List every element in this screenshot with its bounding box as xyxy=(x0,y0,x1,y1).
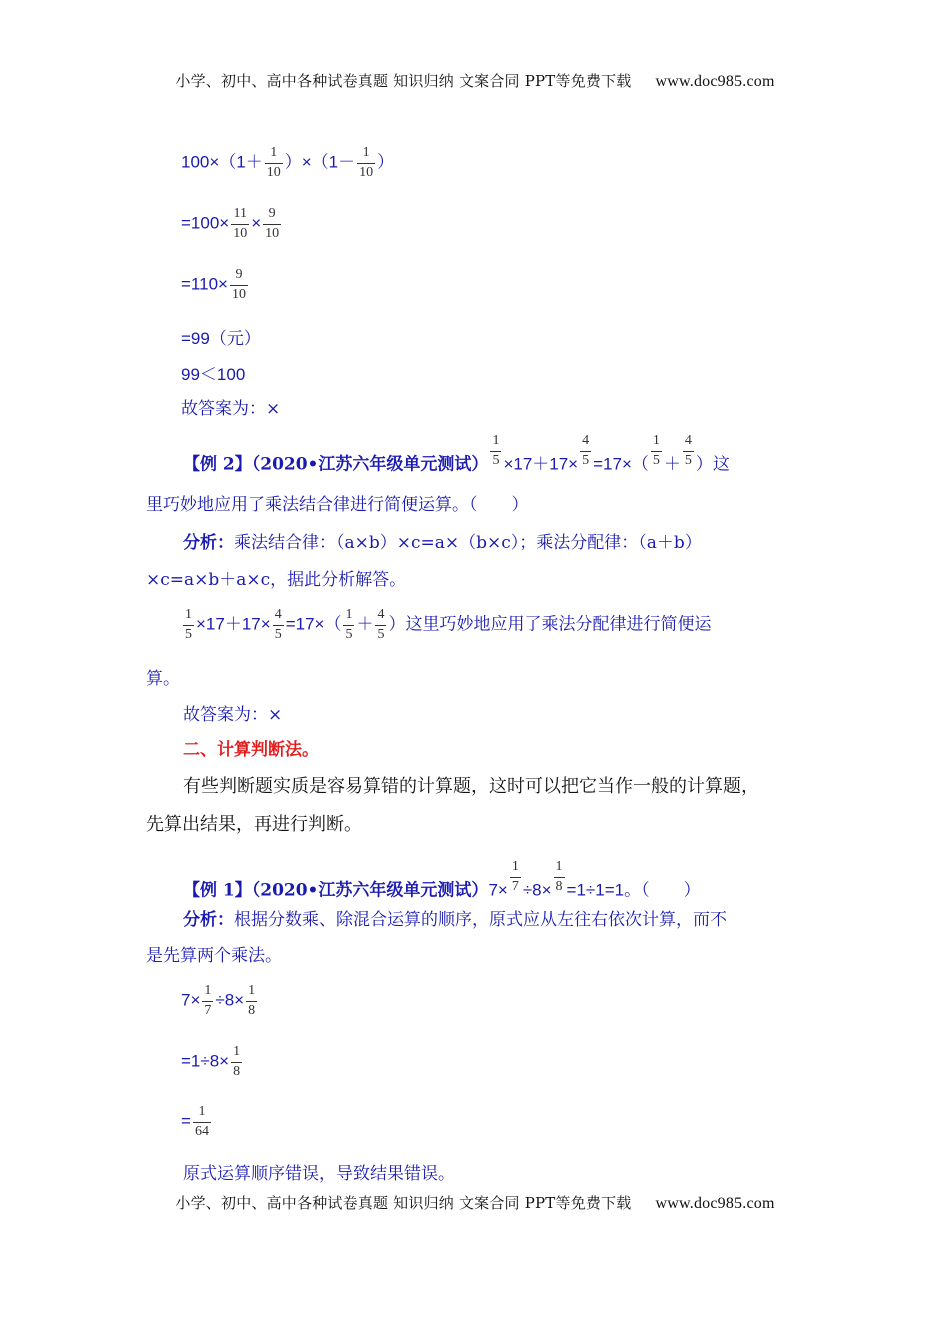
page-header xyxy=(0,70,950,91)
fraction: $\frac{1}{5}$ xyxy=(652,433,660,468)
page-footer xyxy=(0,1192,950,1213)
example-1-question: 【例 1】（2020•江苏六年级单元测试）7× $\frac{1}{7}$ ÷8× $\frac{1}{8}$ =1÷1=1。（ ） xyxy=(183,859,701,901)
fraction: $\frac{4}{5}$ xyxy=(684,433,692,468)
fraction: $\frac{1}{7}$ xyxy=(511,859,519,894)
example-1-analysis: 分析：根据分数乘、除混合运算的顺序，原式应从左往右依次计算，而不 xyxy=(183,910,727,930)
example-2-solution-cont: 算。 xyxy=(146,669,180,689)
fraction: $\frac{1}{8}$ xyxy=(248,983,256,1018)
calc-text: × xyxy=(251,213,262,233)
analysis-label: 分析： xyxy=(183,533,234,553)
calc-text: ）×（1－ xyxy=(284,152,356,172)
footer-site-link[interactable]: www.doc985.com xyxy=(655,1195,775,1212)
fraction: $\frac{1}{8}$ xyxy=(233,1044,241,1079)
calc-line-4: =99（元） xyxy=(181,329,261,348)
example-2-question: 【例 2】（2020•江苏六年级单元测试） $\frac{1}{5}$ ×17＋17× $\frac{4}{5}$ =17×（ $\frac{1}{5}$ ＋ $\frac{4}{5}$ ）这 xyxy=(183,433,730,475)
calc-line-3 xyxy=(181,268,250,302)
calc-text: =110× xyxy=(181,274,228,294)
analysis-label: 分析： xyxy=(183,910,234,930)
calc-text: =100× xyxy=(181,213,230,233)
example-2-tag: 【例 2】（2020•江苏六年级单元测试） xyxy=(183,454,489,475)
fraction: $\frac{1}{5}$ xyxy=(185,607,192,642)
section-2-paragraph-cont: 先算出结果，再进行判断。 xyxy=(146,814,362,835)
fraction: $\frac{1}{5}$ xyxy=(345,607,353,642)
example-2-analysis: 分析：乘法结合律：（a×b）×c=a×（b×c）；乘法分配律：（a＋b） xyxy=(183,533,702,553)
fraction: $\frac{9}{10}$ xyxy=(231,267,246,302)
calc-line-1 xyxy=(181,146,394,180)
calc-line-2 xyxy=(181,207,283,241)
example-2-solution: $\frac{1}{5}$ ×17＋17× $\frac{4}{5}$ =17×（ $\frac{1}{5}$ ＋ $\frac{4}{5}$ ）这里巧妙地应用了乘法分配律进行简便运 xyxy=(185,607,712,642)
ex1-calc-line-3: = $\frac{1}{64}$ xyxy=(181,1104,209,1139)
calc-text: ） xyxy=(377,152,395,172)
section-2-paragraph: 有些判断题实质是容易算错的计算题，这时可以把它当作一般的计算题， xyxy=(183,776,759,797)
fraction: $\frac{4}{5}$ xyxy=(274,607,282,642)
fraction: $\frac{4}{5}$ xyxy=(377,607,385,642)
ex1-calc-line-2: =1÷8× $\frac{1}{8}$ xyxy=(181,1044,241,1079)
answer-1: 故答案为：× xyxy=(181,399,281,419)
fraction: $\frac{1}{8}$ xyxy=(555,859,563,894)
fraction: $\frac{1}{7}$ xyxy=(204,983,212,1018)
example-2-analysis-cont: ×c=a×b＋a×c，据此分析解答。 xyxy=(146,570,407,590)
footer-text: 小学、初中、高中各种试卷真题 知识归纳 文案合同 PPT等免费下载 xyxy=(175,1194,632,1212)
calc-text: 100×（1＋ xyxy=(181,152,263,172)
calc-line-5: 99＜100 xyxy=(181,365,246,384)
example-2-question-cont: 里巧妙地应用了乘法结合律进行简便运算。（ ） xyxy=(146,495,529,515)
fraction: $\frac{1}{64}$ xyxy=(194,1104,209,1139)
section-2-title: 二、计算判断法。 xyxy=(183,740,319,760)
example-1-tag: 【例 1】（2020•江苏六年级单元测试） xyxy=(183,880,489,901)
fraction: $\frac{4}{5}$ xyxy=(582,433,590,468)
example-1-analysis-cont: 是先算两个乘法。 xyxy=(146,946,282,966)
fraction: $\frac{11}{10}$ xyxy=(233,206,248,241)
fraction: $\frac{1}{10}$ xyxy=(266,145,281,180)
ex1-calc-line-1: 7× $\frac{1}{7}$ ÷8× $\frac{1}{8}$ xyxy=(181,983,256,1018)
fraction: $\frac{1}{10}$ xyxy=(359,145,374,180)
answer-2: 故答案为：× xyxy=(183,705,283,725)
fraction: $\frac{9}{10}$ xyxy=(265,206,280,241)
fraction: $\frac{1}{5}$ xyxy=(492,433,500,468)
example-1-conclusion: 原式运算顺序错误，导致结果错误。 xyxy=(183,1164,455,1184)
header-site-link[interactable]: www.doc985.com xyxy=(655,73,775,90)
header-text: 小学、初中、高中各种试卷真题 知识归纳 文案合同 PPT等免费下载 xyxy=(175,72,632,90)
